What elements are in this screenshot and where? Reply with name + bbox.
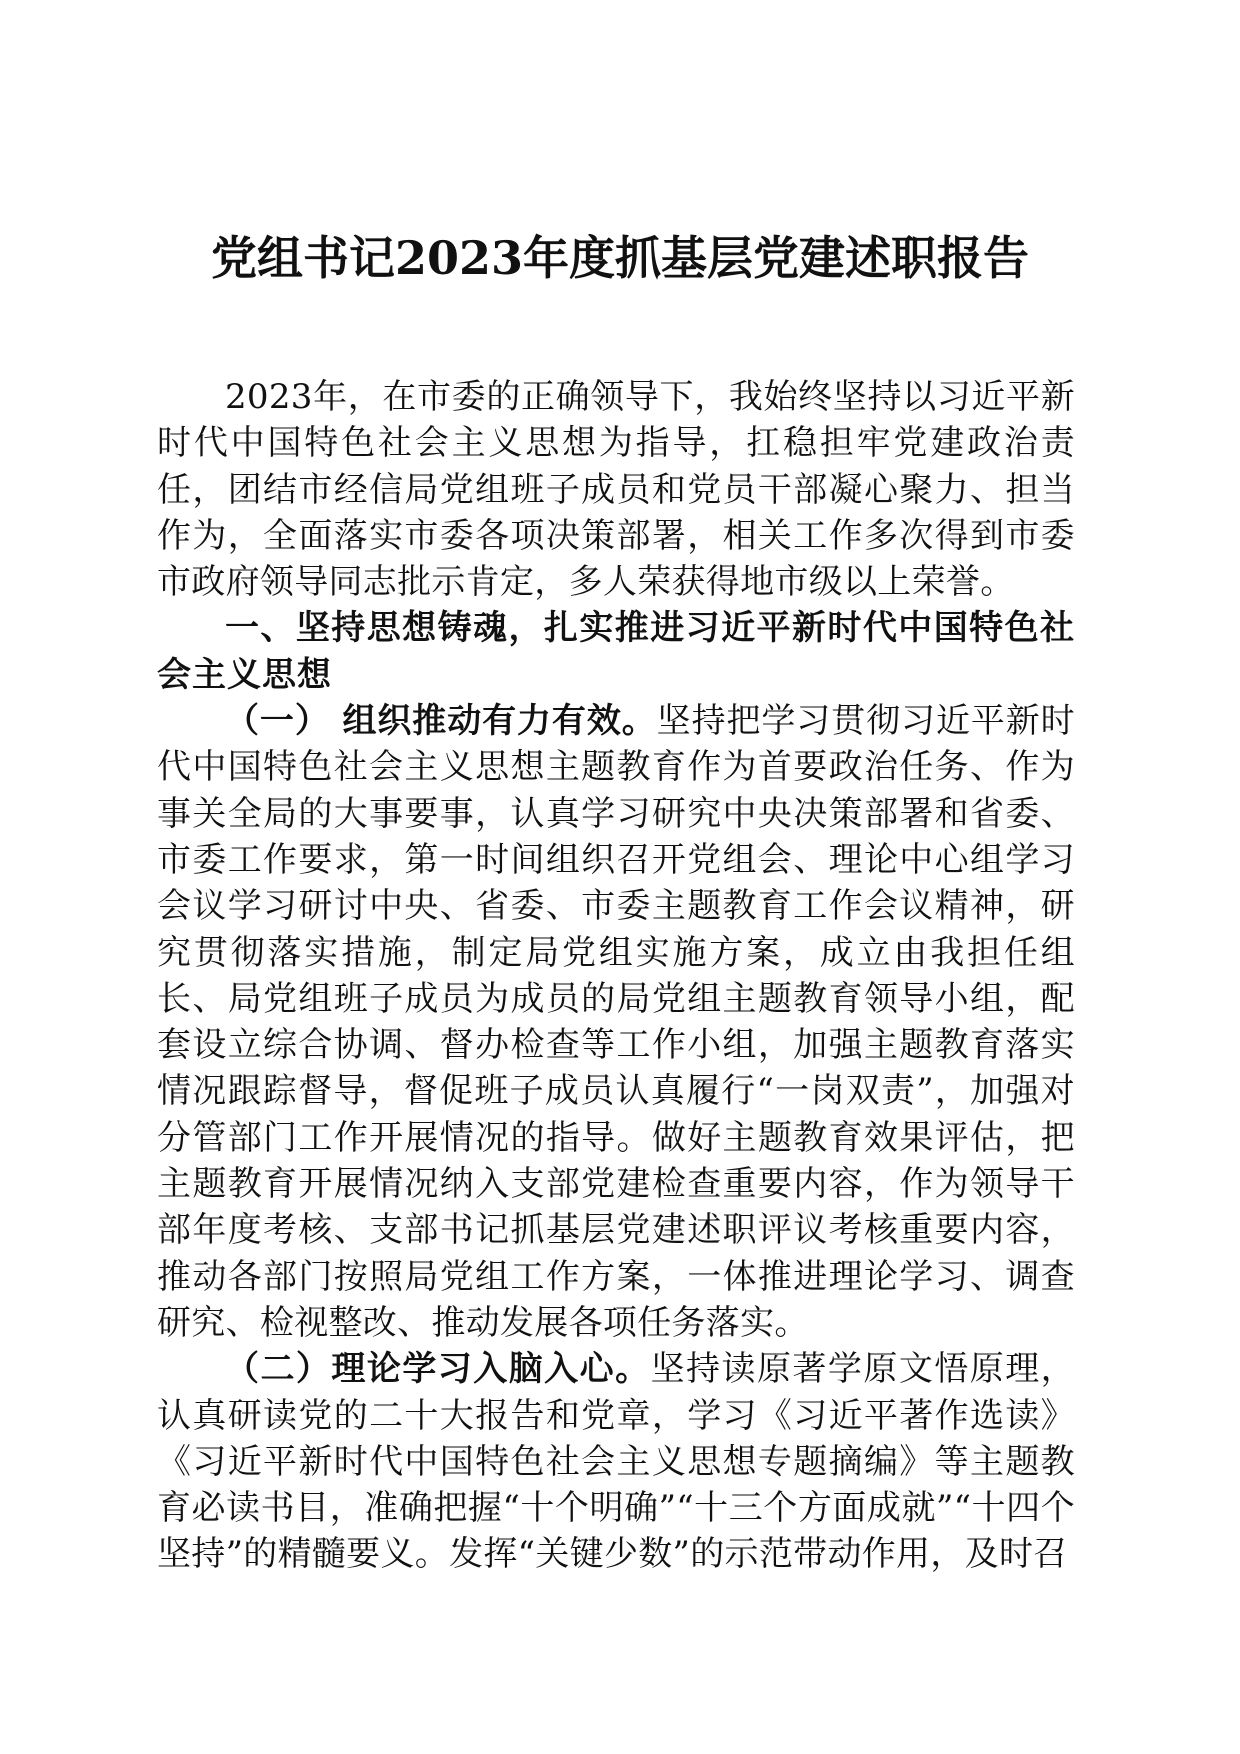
subsection-paragraph-1 [157,698,1075,1346]
subsection-heading-2: （二）理论学习入脑入心。 [225,1349,651,1390]
subsection-text-1: 坚持把学习贯彻习近平新时代中国特色社会主义思想主题教育作为首要政治任务、作为事关全局的大事要事，认真学习研究中央决策部署和省委、市委工作要求，第一时间组织召开党组会、理论中心组学习会议学习研讨中央、省委、市委主题教育工作会议精神，研究贯彻落实措施，制定局党组实施方案，成立由我担任组长、局党组班子成员为成员的局党组主题教育领导小组，配套设立综合协调、督办检查等工作小组，加强主题教育落实情况跟踪督导，督促班子成员认真履行“一岗双责”，加强对分管部门工作开展情况的指导。做好主题教育效果评估，把主题教育开展情况纳入支部党建检查重要内容，作为领导干部年度考核、支部书记抓基层党建述职评议考核重要内容，推动各部门按照局党组工作方案，一体推进理论学习、调查研究、检视整改、推动发展各项任务落实。 [157,701,1075,1343]
subsection-text-2: 坚持读原著学原文悟原理，认真研读党的二十大报告和党章，学习《习近平著作选读》《习近平新时代中国特色社会主义思想专题摘编》等主题教育必读书目，准确把握“十个明确”“十三个方面成就”“十四个坚持”的精髓要义。发挥“关键少数”的示范带动作用，及时召 [157,1349,1075,1575]
intro-text: 2023年，在市委的正确领导下，我始终坚持以习近平新时代中国特色社会主义思想为指导，扛稳担牢党建政治责任，团结市经信局党组班子成员和党员干部凝心聚力、担当作为，全面落实市委各项决策部署，相关工作多次得到市委市政府领导同志批示肯定，多人荣获得地市级以上荣誉。 [157,377,1075,603]
subsection-heading-1: （一） 组织推动有力有效。 [225,701,657,742]
subsection-paragraph-2 [157,1346,1075,1577]
document-body [157,374,1075,1578]
intro-paragraph [157,374,1075,605]
document-title: 党组书记2023年度抓基层党建述职报告 [210,231,1030,285]
section-heading-text: 一、坚持思想铸魂，扎实推进习近平新时代中国特色社会主义思想 [157,608,1075,695]
section-heading-1 [157,605,1075,698]
